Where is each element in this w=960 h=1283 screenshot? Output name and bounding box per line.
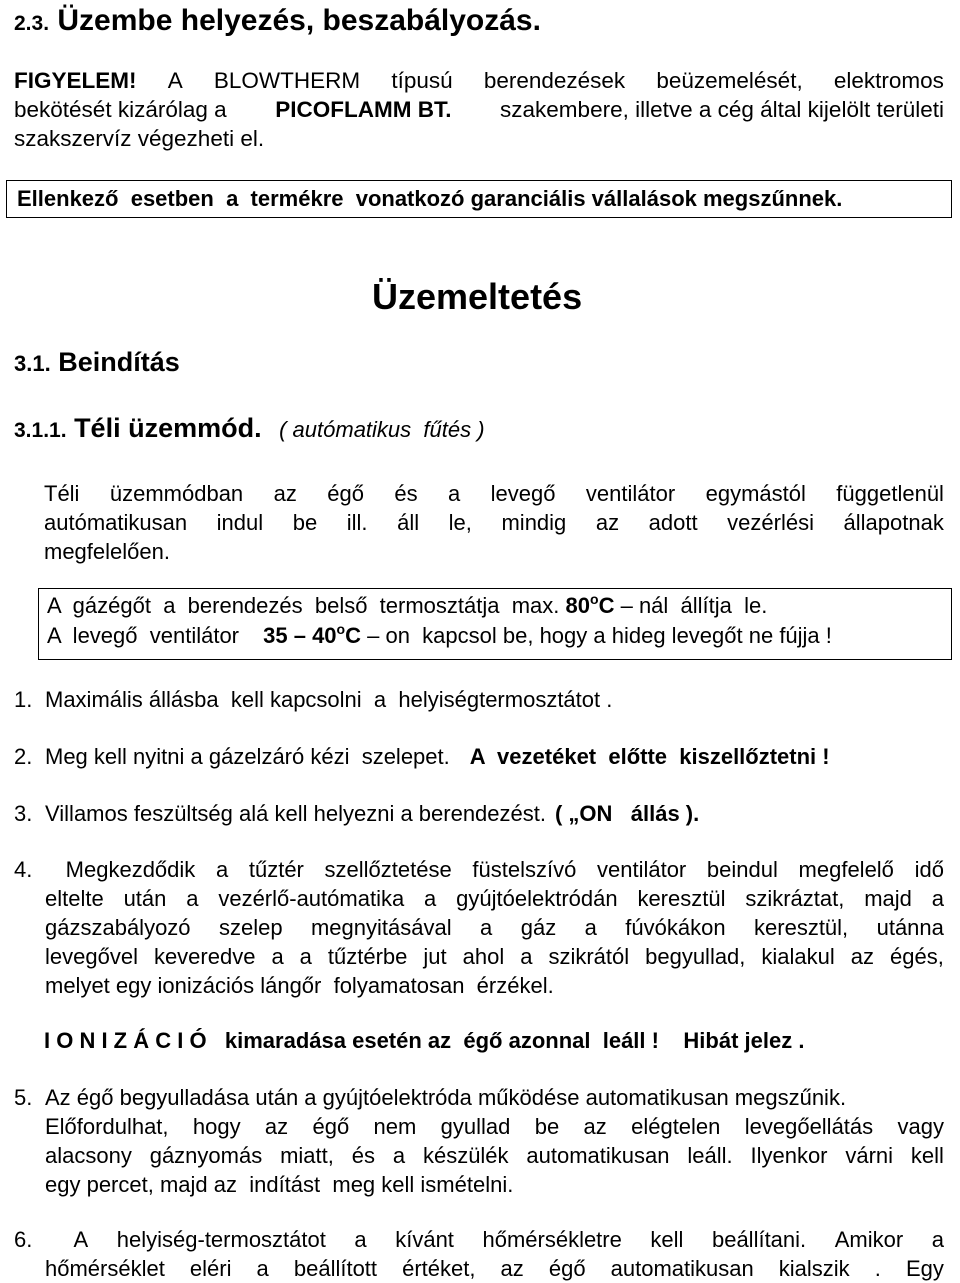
step-text: Villamos feszültség alá kell helyezni a berendezést. [45,801,546,826]
temperature-unit: C [345,623,361,648]
word: értéket, [402,1256,476,1281]
word: levegővel [45,944,138,969]
word: a [354,1227,367,1252]
word: a [584,915,597,940]
warning-paragraph [14,66,944,153]
word: automatikusan [610,1256,754,1281]
word: leáll. [687,1143,733,1168]
warning-line-3 [14,124,944,153]
word: szellőztetése [324,857,452,882]
paragraph-text: megfelelően. [44,539,170,564]
warning-line-2 [14,95,944,124]
chapter-title: Üzemeltetés [372,276,583,317]
paragraph-text: Az égő begyulladása után a gyújtóelektróda működése automatikusan megszűnik. [45,1085,847,1110]
box-text: – on kapcsol be, hogy a hideg levegőt ne fújja ! [367,623,832,648]
word: szikráztat, [745,886,845,911]
paragraph-text: egy percet, majd az indítást meg kell ismételni. [45,1172,514,1197]
paragraph-line [44,479,944,508]
word: készülék [422,1143,509,1168]
thermostat-info-box [38,588,952,660]
subsection-title: Beindítás [58,347,180,377]
word: Egy [905,1256,944,1281]
word: autómatikusan [44,510,188,535]
word: be [534,1114,560,1139]
step-1 [14,685,612,714]
step-number: 5. [14,1085,33,1110]
word: égő [327,481,364,506]
word: az [595,510,620,535]
word: kívánt [395,1227,454,1252]
word: Ilyenkor [750,1143,828,1168]
word: keresztül [637,886,726,911]
ionization-warning: I O N I Z Á C I Ó kimaradása esetén az égő azonnal leáll ! Hibát jelez . [44,1028,805,1053]
word: a [931,886,944,911]
warning-line-1 [14,66,944,95]
word: kell [650,1227,684,1252]
word: elégtelen [631,1114,721,1139]
word: ahol [462,944,505,969]
word: kialakul [761,944,835,969]
word: ventilátor [596,857,687,882]
step-4 [14,855,944,1000]
word: gyullad [440,1114,511,1139]
word: füstelszívó [472,857,577,882]
word: . [874,1256,881,1281]
word: ill. [346,510,368,535]
warning-text: bekötését kizárólag a [14,97,227,122]
paragraph-line [14,1112,944,1141]
word: tűztérbe [327,944,408,969]
word: égő [548,1256,586,1281]
step-2 [14,742,830,771]
word: és [394,481,418,506]
word: egymástól [705,481,806,506]
sub-subsection-note: ( autómatikus fűtés ) [279,417,485,442]
word: a [480,915,493,940]
word: a [931,1227,944,1252]
word: elektromos [833,68,944,93]
step-number: 4. [14,857,33,882]
word: gyújtóelektródán [456,886,618,911]
word: hőmérsékletre [482,1227,622,1252]
step-3 [14,799,699,828]
section-number: 2.3. [14,12,50,35]
box-text: A gázégőt a berendezés belső termosztátja max. [47,593,560,618]
step-number: 1. [14,687,33,712]
section-heading [14,4,541,38]
word: A [73,1227,89,1252]
paragraph-line [14,971,944,1000]
word: hogy [192,1114,241,1139]
word: indul [216,510,264,535]
word: begyullad, [645,944,746,969]
step-emphasis: A vezetéket előtte kiszellőztetni ! [469,744,830,769]
word: üzemmódban [109,481,244,506]
paragraph-line [44,508,944,537]
step-number: 3. [14,801,33,826]
paragraph-line [14,942,944,971]
word: megfelelő [798,857,894,882]
word: nem [373,1114,417,1139]
word: A [167,68,183,93]
word: égés, [890,944,944,969]
paragraph-line [14,1225,944,1254]
company-name: PICOFLAMM BT. [275,97,452,122]
word: utánna [876,915,944,940]
word: BLOWTHERM [213,68,361,93]
word: majd [864,886,912,911]
step-6 [14,1225,944,1283]
degree-sign: o [336,621,346,637]
word: szikrától [548,944,630,969]
word: függetlenül [836,481,944,506]
word: ventilátor [585,481,676,506]
word: mindig [501,510,567,535]
paragraph-line [44,537,944,566]
warranty-notice-box [6,180,952,218]
word: beállítani. [711,1227,807,1252]
word: fúvókákon [625,915,726,940]
paragraph-line [14,884,944,913]
word: be [292,510,318,535]
word: beindul [706,857,778,882]
word: beüzemelését, [656,68,803,93]
subsection-number: 3.1. [14,351,51,376]
word: megnyitásával [310,915,452,940]
word: alacsony [45,1143,132,1168]
word: a [392,1143,406,1168]
paragraph-line [14,1141,944,1170]
step-number: 2. [14,744,33,769]
word: berendezések [483,68,626,93]
word: a [424,886,437,911]
word: áll [397,510,420,535]
word: a [520,944,533,969]
paragraph-line [14,1170,944,1199]
word: Amikor [834,1227,904,1252]
step-text: Maximális állásba kell kapcsolni a helyiségtermosztátot . [45,687,613,712]
paragraph-line [14,1254,944,1283]
box-text: A levegő ventilátor [47,623,240,648]
word: a [448,481,461,506]
word: az [264,1114,289,1139]
word: vezérlési [727,510,814,535]
section-title: Üzembe helyezés, beszabályozás. [57,4,541,37]
word: a [186,886,199,911]
warning-label: FIGYELEM! [14,68,137,93]
word: helyiség-termosztátot [116,1227,326,1252]
word: hőmérséklet [45,1256,165,1281]
word: a [299,944,312,969]
step-5 [14,1083,944,1199]
box-line [47,621,951,651]
word: tűztér [248,857,304,882]
word: az [500,1256,524,1281]
word: állapotnak [843,510,944,535]
step-emphasis: ( „ON állás ). [554,801,700,826]
word: le, [448,510,472,535]
step-number: 6. [14,1227,33,1252]
box-text: – nál állítja le. [620,593,768,618]
word: idő [914,857,944,882]
word: égő [312,1114,350,1139]
word: vagy [897,1114,944,1139]
word: eltelte [45,886,104,911]
word: típusú [391,68,453,93]
sub-subsection-number: 3.1.1. [14,419,67,442]
warning-text: szakembere, illetve a cég által kijelölt területi [500,97,944,122]
word: várni [845,1143,894,1168]
paragraph-line [14,1083,944,1112]
word: az [273,481,297,506]
word: levegőellátás [744,1114,874,1139]
word: Előfordulhat, [45,1114,169,1139]
word: Megkezdődik [65,857,196,882]
word: kialszik [778,1256,850,1281]
word: gázszabályozó [45,915,191,940]
paragraph-line [14,855,944,884]
word: automatikusan [526,1143,670,1168]
word: keresztül, [754,915,849,940]
temperature-value: 35 – 40 [263,623,337,648]
word: és [351,1143,375,1168]
paragraph-line [14,913,944,942]
warranty-notice-text: Ellenkező esetben a termékre vonatkozó garanciális vállalások megszűnnek. [17,186,843,211]
warning-text: szakszervíz végezheti el. [14,126,265,151]
word: gáz [520,915,557,940]
box-line [47,591,951,621]
word: gáznyomás [149,1143,263,1168]
word: az [850,944,875,969]
word: az [583,1114,607,1139]
word: keveredve [153,944,256,969]
word: miatt, [280,1143,334,1168]
temperature-value: 80 [565,593,591,618]
word: jut [423,944,447,969]
step-text: Meg kell nyitni a gázelzáró kézi szelepet. [45,744,450,769]
word: beállított [293,1256,378,1281]
word: a [215,857,229,882]
subsection-heading [14,347,180,378]
word: adott [648,510,698,535]
sub-subsection-title: Téli üzemmód. [74,413,262,443]
word: Téli [44,481,80,506]
temperature-unit: C [598,593,615,618]
degree-sign: o [590,591,599,607]
word: levegő [490,481,556,506]
word: után [123,886,167,911]
word: vezérlő-autómatika [218,886,405,911]
winter-mode-paragraph [44,479,944,566]
word: kell [910,1143,944,1168]
word: eléri [189,1256,232,1281]
word: a [271,944,284,969]
sub-subsection-heading [14,413,485,444]
word: a [256,1256,269,1281]
word: szelep [218,915,283,940]
paragraph-text: melyet egy ionizációs lángőr folyamatosan érzékel. [45,973,554,998]
